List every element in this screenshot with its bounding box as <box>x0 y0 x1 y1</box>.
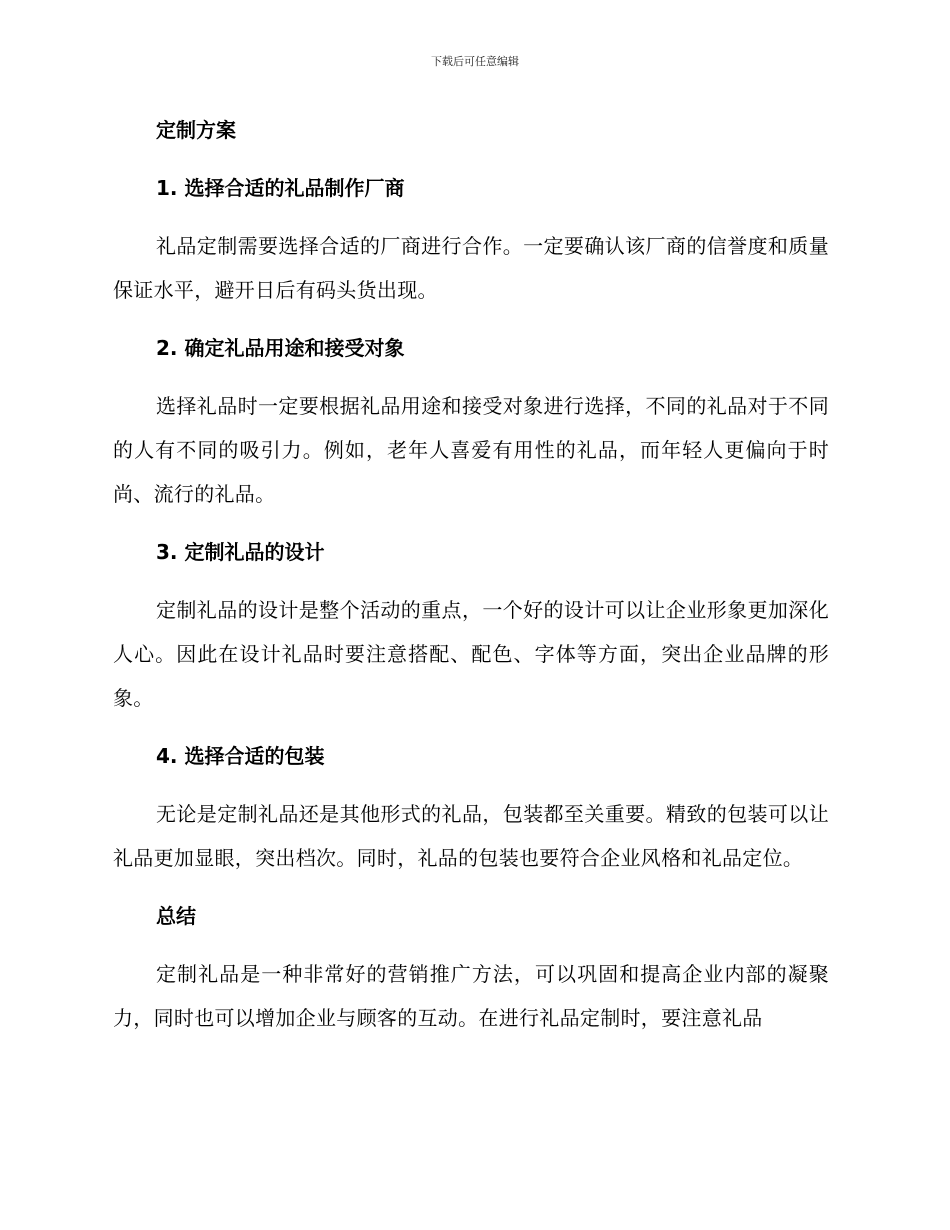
heading-gift-design: 3. 定制礼品的设计 <box>156 540 325 564</box>
document-body <box>113 108 829 1054</box>
heading-choose-manufacturer: 1. 选择合适的礼品制作厂商 <box>156 176 405 200</box>
heading-summary: 总结 <box>156 904 196 928</box>
paragraph-choose-packaging: 无论是定制礼品还是其他形式的礼品，包装都至关重要。精致的包装可以让礼品更加显眼，突出档次。同时，礼品的包装也要符合企业风格和礼品定位。 <box>113 802 829 870</box>
section-title: 定制方案 <box>156 118 236 142</box>
heading-choose-packaging: 4. 选择合适的包装 <box>156 744 325 768</box>
page-header: 下载后可任意编辑 <box>431 55 519 68</box>
paragraph-gift-design: 定制礼品的设计是整个活动的重点，一个好的设计可以让企业形象更加深化人心。因此在设计礼品时要注意搭配、配色、字体等方面，突出企业品牌的形象。 <box>113 598 829 710</box>
paragraph-determine-usage: 选择礼品时一定要根据礼品用途和接受对象进行选择，不同的礼品对于不同的人有不同的吸引力。例如，老年人喜爱有用性的礼品，而年轻人更偏向于时尚、流行的礼品。 <box>113 394 829 506</box>
paragraph-summary: 定制礼品是一种非常好的营销推广方法，可以巩固和提高企业内部的凝聚力，同时也可以增加企业与顾客的互动。在进行礼品定制时，要注意礼品 <box>113 962 829 1030</box>
heading-determine-usage: 2. 确定礼品用途和接受对象 <box>156 336 405 360</box>
paragraph-choose-manufacturer: 礼品定制需要选择合适的厂商进行合作。一定要确认该厂商的信誉度和质量保证水平，避开日后有码头货出现。 <box>113 234 829 302</box>
